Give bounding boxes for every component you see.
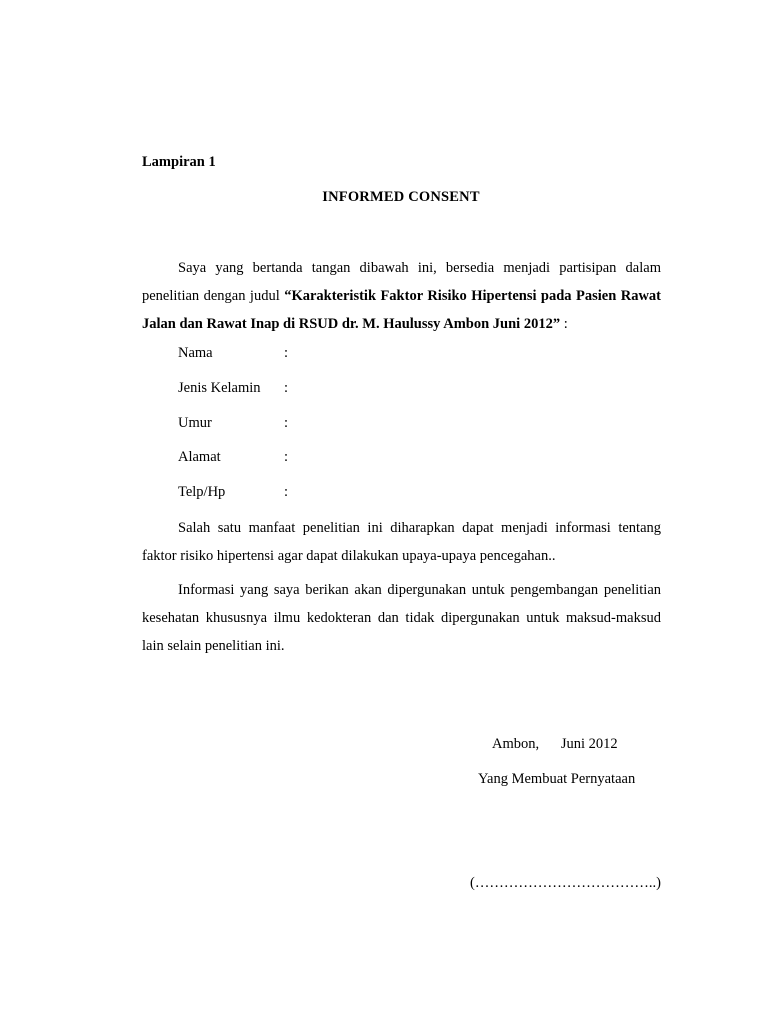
signature-place-date: Ambon, Juni 2012 <box>492 736 618 752</box>
field-label: Jenis Kelamin <box>178 380 261 396</box>
field-label: Umur <box>178 415 212 431</box>
field-colon: : <box>284 380 289 396</box>
field-label: Telp/Hp <box>178 484 226 500</box>
benefit-text: Salah satu manfaat penelitian ini diharapkan dapat menjadi informasi tentang faktor risiko hipertensi agar dapat dilakukan upaya-upaya pencegahan.. <box>142 520 661 564</box>
field-colon: : <box>284 484 289 500</box>
signature-blank: (………………………………..) <box>470 875 661 891</box>
intro-suffix: : <box>560 316 568 332</box>
intro-text: Saya yang bertanda tangan dibawah ini, bersedia menjadi partisipan dalam penelitian dengan judul <box>142 260 661 304</box>
research-title: “Karakteristik Faktor Risiko Hipertensi pada Pasien Rawat Jalan dan Rawat Inap di RSUD dr. M. Haulussy Ambon Juni 2012” <box>142 288 661 332</box>
field-colon: : <box>284 345 289 361</box>
signature-role: Yang Membuat Pernyataan <box>478 771 636 787</box>
document-title: INFORMED CONSENT <box>322 189 480 205</box>
information-paragraph <box>142 576 661 660</box>
field-colon: : <box>284 415 289 431</box>
field-label: Nama <box>178 345 213 361</box>
field-colon: : <box>284 449 289 465</box>
information-text: Informasi yang saya berikan akan dipergunakan untuk pengembangan penelitian kesehatan khususnya ilmu kedokteran dan tidak dipergunakan untuk maksud-maksud lain selain penelitian ini. <box>142 582 661 654</box>
attachment-label: Lampiran 1 <box>142 154 216 170</box>
field-label: Alamat <box>178 449 221 465</box>
intro-paragraph <box>142 254 661 338</box>
benefit-paragraph <box>142 514 661 570</box>
